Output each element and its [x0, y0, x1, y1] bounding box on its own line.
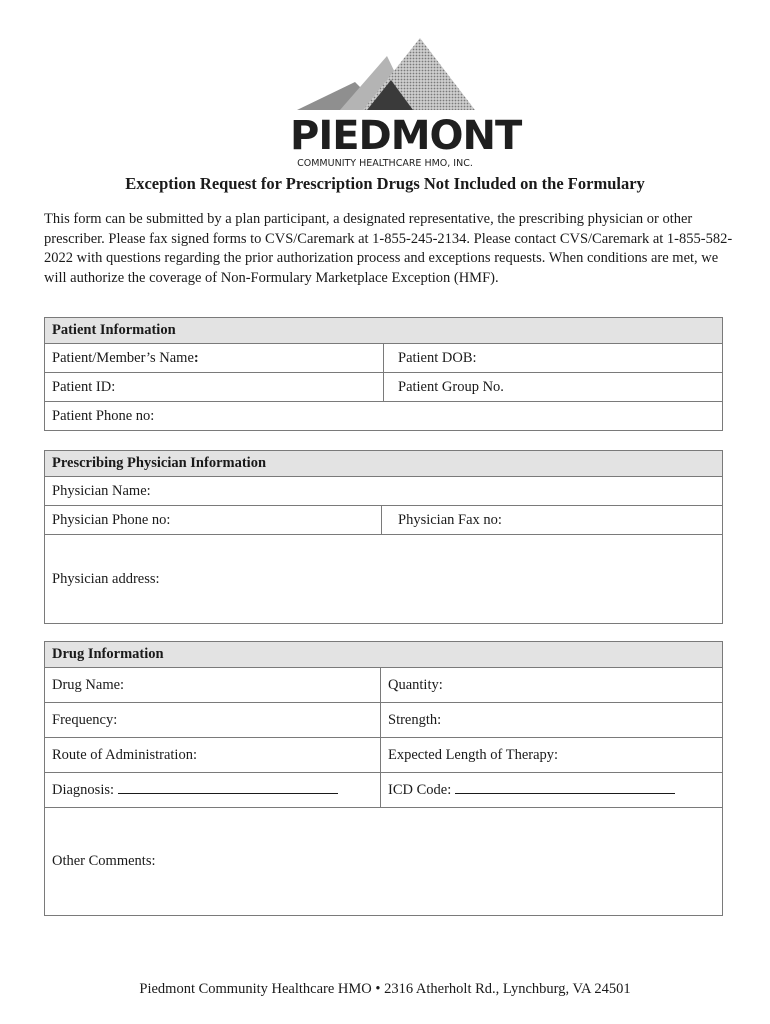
patient-information-section: [44, 317, 723, 431]
route-label: Route of Administration:: [52, 746, 197, 763]
diagnosis-field[interactable]: [45, 773, 381, 808]
physician-phone-label: Physician Phone no:: [52, 511, 171, 528]
physician-phone-field[interactable]: [45, 506, 382, 535]
frequency-field[interactable]: [45, 703, 381, 738]
other-comments-field[interactable]: [45, 808, 723, 916]
physician-information-section: [44, 450, 723, 624]
form-title: Exception Request for Prescription Drugs Not Included on the Formulary: [125, 174, 645, 193]
quantity-label: Quantity:: [388, 676, 443, 693]
physician-information-heading: Prescribing Physician Information: [45, 451, 723, 477]
icd-code-field[interactable]: [381, 773, 723, 808]
frequency-label: Frequency:: [52, 711, 118, 728]
therapy-length-label: Expected Length of Therapy:: [388, 746, 559, 763]
footer-address: Piedmont Community Healthcare HMO • 2316 Atherholt Rd., Lynchburg, VA 24501: [139, 981, 631, 997]
patient-name-label: Patient/Member’s Name: [52, 349, 194, 366]
drug-information-heading: Drug Information: [45, 642, 723, 668]
diagnosis-label: Diagnosis:: [52, 782, 115, 798]
company-logo: [290, 36, 522, 170]
route-field[interactable]: [45, 738, 381, 773]
intro-paragraph: This form can be submitted by a plan participant, a designated representative, the prescribing physician or other prescriber. Please fax signed forms to CVS/Caremark at 1-855-245-2134. Please contact CVS/Caremark at 1-855-582-2022 with questions regarding the prior authorization process and exceptions requests. When conditions are met, we will authorize the coverage of Non-Formulary Marketplace Exception (HMF).: [44, 211, 733, 286]
icd-code-blank-line[interactable]: [455, 781, 675, 794]
patient-group-field[interactable]: [384, 373, 723, 402]
diagnosis-blank-line[interactable]: [118, 781, 338, 794]
patient-information-heading: Patient Information: [45, 318, 723, 344]
mountain-logo-icon: [295, 36, 475, 116]
quantity-field[interactable]: [381, 668, 723, 703]
logo-subtitle: COMMUNITY HEALTHCARE HMO, INC.: [297, 158, 473, 169]
patient-phone-label: Patient Phone no:: [52, 407, 155, 424]
physician-fax-field[interactable]: [382, 506, 723, 535]
physician-name-field[interactable]: [45, 477, 723, 506]
physician-address-label: Physician address:: [52, 570, 160, 587]
drug-information-section: [44, 641, 723, 916]
patient-group-label: Patient Group No.: [398, 378, 504, 395]
patient-name-colon: :: [193, 349, 199, 366]
patient-dob-label: Patient DOB:: [398, 349, 477, 366]
strength-field[interactable]: [381, 703, 723, 738]
patient-phone-field[interactable]: [45, 402, 723, 431]
patient-dob-field[interactable]: [384, 344, 723, 373]
strength-label: Strength:: [388, 711, 442, 728]
patient-id-label: Patient ID:: [52, 378, 116, 395]
therapy-length-field[interactable]: [381, 738, 723, 773]
patient-id-field[interactable]: [45, 373, 384, 402]
logo-wordmark: PIEDMONT: [290, 113, 522, 159]
physician-fax-label: Physician Fax no:: [398, 511, 502, 528]
icd-code-label: ICD Code:: [388, 782, 452, 798]
drug-name-label: Drug Name:: [52, 676, 125, 693]
physician-address-field[interactable]: [45, 535, 723, 624]
physician-name-label: Physician Name:: [52, 482, 151, 499]
patient-name-field[interactable]: [45, 344, 384, 373]
drug-name-field[interactable]: [45, 668, 381, 703]
other-comments-label: Other Comments:: [52, 853, 156, 869]
